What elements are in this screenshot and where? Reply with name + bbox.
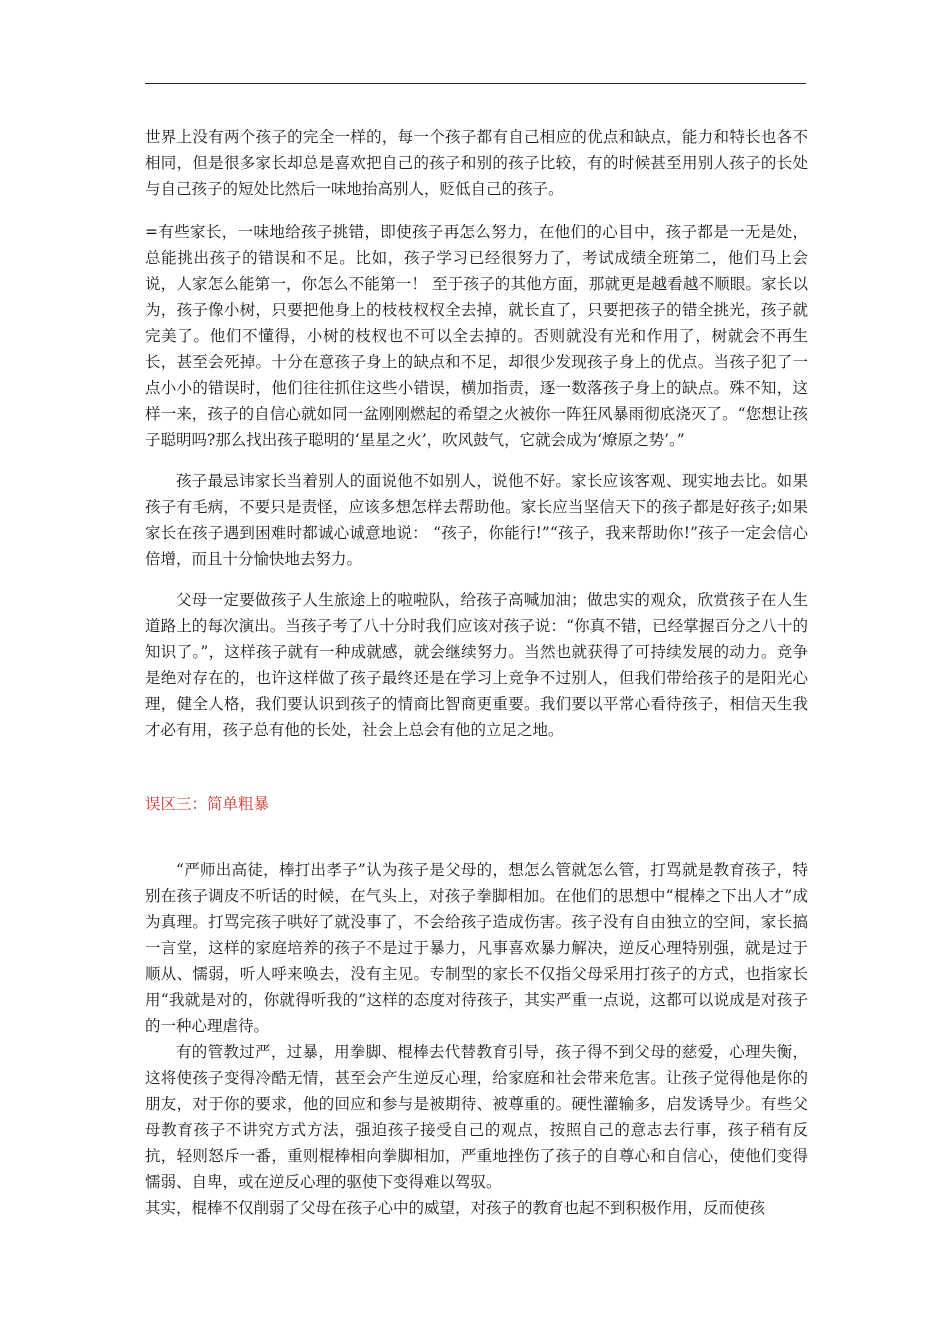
document-body — [145, 124, 808, 1221]
paragraph-strict-discipline: “严师出高徒，棒打出孝子”认为孩子是父母的，想怎么管就怎么管，打骂就是教育孩子，特别在孩子调皮不听话的时候，在气头上，对孩子拳脚相加。在他们的思想中“棍棒之下出人才”成为真理。打骂完孩子哄好了就没事了，不会给孩子造成伤害。孩子没有自由独立的空间，家长搞一言堂，这样的家庭培养的孩子不是过于暴力，凡事喜欢暴力解决，逆反心理特别强，就是过于顺从、懦弱，听人呼来唤去，没有主见。专制型的家长不仅指父母采用打孩子的方式，也指家长用“我就是对的，你就得听我的”这样的态度对待孩子，其实严重一点说，这都可以说成是对孩子的一种心理虐待。 — [145, 861, 808, 1035]
paragraph-encouragement: 孩子最忌讳家长当着别人的面说他不如别人，说他不好。家长应该客观、现实地去比。如果孩子有毛病，不要只是责怪，应该多想怎样去帮助他。家长应当坚信天下的孩子都是好孩子;如果家长在孩子遇到困难时都诚心诚意地说： “孩子，你能行!”“孩子，我来帮助你!”孩子一定会信心倍增，而且十分愉快地去努力。 — [145, 472, 808, 568]
paragraph-fault-finding: =有些家长，一味地给孩子挑错，即使孩子再怎么努力，在他们的心目中，孩子都是一无是处，总能挑出孩子的错误和不足。比如，孩子学习已经很努力了，考试成绩全班第二，他们马上会说，人家怎么能第一，你怎么不能第一！ 至于孩子的其他方面，那就更是越看越不顺眼。家长以为，孩子像小树，只要把他身上的枝枝杈杈全去掉，就长直了，只要把孩子的错全挑光，孩子就完美了。他们不懂得，小树的枝杈也不可以全去掉的。否则就没有光和作用了，树就会不再生长，甚至会死掉。十分在意孩子身上的缺点和不足，却很少发现孩子身上的优点。当孩子犯了一点小小的错误时，他们往往抓住这些小错误，横加指责，逐一数落孩子身上的缺点。殊不知，这样一来，孩子的自信心就如同一盆刚刚燃起的希望之火被你一阵狂风暴雨彻底浇灭了。“您想让孩子聪明吗?那么找出孩子聪明的‘星星之火’，吹风鼓气，它就会成为‘燎原之势’。” — [145, 223, 808, 449]
paragraph-harsh-parenting: 有的管教过严，过暴，用拳脚、棍棒去代替教育引导，孩子得不到父母的慈爱，心理失衡，这将使孩子变得冷酷无情，甚至会产生逆反心理，给家庭和社会带来危害。让孩子觉得他是你的朋友，对于你的要求，他的回应和参与是被期待、被尊重的。硬性灌输多，启发诱导少。有些父母教育孩子不讲究方式方法，强迫孩子接受自己的观点，按照自己的意志去行事，孩子稍有反抗，轻则怒斥一番，重则棍棒相向拳脚相加，严重地挫伤了孩子的自尊心和自信心，使他们变得懦弱、自卑，或在逆反心理的驱使下变得难以驾驭。 — [145, 1043, 808, 1191]
paragraph-conclusion-start: 其实，棍棒不仅削弱了父母在孩子心中的威望，对孩子的教育也起不到积极作用，反而使孩 — [145, 1199, 766, 1217]
header-rule — [145, 83, 806, 84]
paragraph-cheerleader: 父母一定要做孩子人生旅途上的啦啦队，给孩子高喊加油；做忠实的观众，欣赏孩子在人生道路上的每次演出。当孩子考了八十分时我们应该对孩子说：“你真不错，已经掌握百分之八十的知识了。”，这样孩子就有一种成就感，就会继续努力。当然也就获得了可持续发展的动力。竞争是绝对存在的，也许这样做了孩子最终还是在学习上竞争不过别人，但我们带给孩子的是阳光心理，健全人格，我们要认识到孩子的情商比智商更重要。我们要以平常心看待孩子，相信天生我才必有用，孩子总有他的长处，社会上总会有他的立足之地。 — [145, 591, 808, 739]
paragraph-comparison: 世界上没有两个孩子的完全一样的，每一个孩子都有自己相应的优点和缺点，能力和特长也各不相同，但是很多家长却总是喜欢把自己的孩子和别的孩子比较，有的时候甚至用别人孩子的长处与自己孩子的短处比然后一味地抬高别人，贬低自己的孩子。 — [145, 128, 808, 198]
section-heading: 误区三：简单粗暴 — [145, 795, 270, 813]
